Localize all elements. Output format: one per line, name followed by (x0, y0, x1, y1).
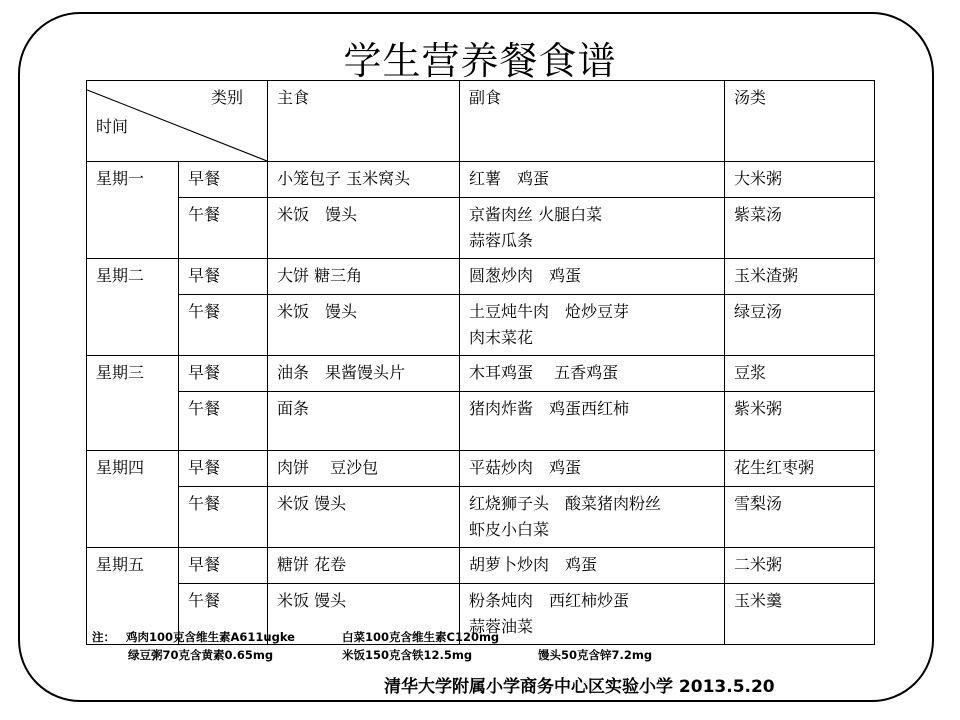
soup-header: 汤类 (725, 81, 875, 162)
menu-row (87, 392, 875, 451)
staple-cell: 米饭 馒头 (268, 295, 460, 356)
note-mungbean: 绿豆粥70克含黄素0.65mg (128, 648, 274, 662)
side-dish-line: 肉末菜花 (469, 328, 534, 347)
side-cell (460, 487, 725, 548)
soup-cell: 大米粥 (725, 162, 875, 198)
staple-cell: 油条 果酱馒头片 (268, 356, 460, 392)
staple-header: 主食 (268, 81, 460, 162)
side-dish-line: 土豆炖牛肉 炝炒豆芽 (469, 302, 630, 321)
day-cell: 星期一 (87, 162, 179, 259)
side-dish-line: 红薯 鸡蛋 (469, 169, 550, 188)
side-cell (460, 392, 725, 451)
soup-cell: 豆浆 (725, 356, 875, 392)
side-dish-line: 圆葱炒肉 鸡蛋 (469, 266, 582, 285)
side-dish-line: 平菇炒肉 鸡蛋 (469, 458, 582, 477)
meal-cell: 午餐 (179, 487, 268, 548)
menu-row (87, 548, 875, 584)
time-label: 时间 (96, 117, 129, 136)
staple-cell: 糖饼 花卷 (268, 548, 460, 584)
menu-table (86, 80, 875, 645)
meal-cell: 早餐 (179, 548, 268, 584)
day-cell: 星期三 (87, 356, 179, 451)
soup-cell: 紫菜汤 (725, 198, 875, 259)
staple-cell: 面条 (268, 392, 460, 451)
note-mantou: 馒头50克含锌7.2mg (538, 648, 653, 662)
side-cell (460, 162, 725, 198)
side-header: 副食 (460, 81, 725, 162)
meal-cell: 早餐 (179, 259, 268, 295)
side-dish-line: 蒜蓉油菜 (469, 617, 534, 636)
menu-row (87, 259, 875, 295)
side-cell (460, 584, 725, 645)
side-cell (460, 451, 725, 487)
menu-row (87, 451, 875, 487)
side-dish-line: 红烧狮子头 酸菜猪肉粉丝 (469, 494, 662, 513)
meal-cell: 午餐 (179, 392, 268, 451)
meal-cell: 午餐 (179, 584, 268, 645)
notes-label: 注： (92, 630, 115, 644)
staple-cell: 米饭 馒头 (268, 198, 460, 259)
side-dish-line: 猪肉炸酱 鸡蛋西红柿 (469, 399, 630, 418)
menu-row (87, 162, 875, 198)
header-row (87, 81, 875, 162)
menu-row (87, 356, 875, 392)
page-title: 学生营养餐食谱 (343, 39, 617, 83)
meal-cell: 早餐 (179, 451, 268, 487)
soup-cell: 玉米渣粥 (725, 259, 875, 295)
side-dish-line: 虾皮小白菜 (469, 520, 550, 539)
day-cell: 星期四 (87, 451, 179, 548)
note-cabbage: 白菜100克含维生素C120mg (342, 630, 500, 644)
side-cell (460, 198, 725, 259)
note-rice: 米饭150克含铁12.5mg (342, 648, 473, 662)
day-cell: 星期二 (87, 259, 179, 356)
staple-cell: 肉饼 豆沙包 (268, 451, 460, 487)
side-cell (460, 356, 725, 392)
soup-cell: 玉米羹 (725, 584, 875, 645)
side-cell (460, 548, 725, 584)
staple-cell: 米饭 馒头 (268, 487, 460, 548)
soup-cell: 二米粥 (725, 548, 875, 584)
side-dish-line: 京酱肉丝 火腿白菜 (469, 205, 603, 224)
staple-cell: 米饭 馒头 (268, 584, 460, 645)
side-dish-line: 木耳鸡蛋 五香鸡蛋 (469, 363, 619, 382)
meal-cell: 午餐 (179, 198, 268, 259)
side-cell (460, 295, 725, 356)
soup-cell: 紫米粥 (725, 392, 875, 451)
soup-cell: 雪梨汤 (725, 487, 875, 548)
menu-row (87, 295, 875, 356)
note-chicken: 鸡肉100克含维生素A611ugke (126, 630, 295, 644)
day-cell: 星期五 (87, 548, 179, 645)
side-dish-line: 粉条炖肉 西红柿炒蛋 (469, 591, 630, 610)
soup-cell: 花生红枣粥 (725, 451, 875, 487)
side-cell (460, 259, 725, 295)
side-dish-line: 蒜蓉瓜条 (469, 231, 534, 250)
meal-cell: 早餐 (179, 356, 268, 392)
menu-row (87, 487, 875, 548)
staple-cell: 小笼包子 玉米窝头 (268, 162, 460, 198)
menu-row (87, 198, 875, 259)
soup-cell: 绿豆汤 (725, 295, 875, 356)
staple-cell: 大饼 糖三角 (268, 259, 460, 295)
diagonal-header-cell (87, 81, 268, 162)
meal-cell: 午餐 (179, 295, 268, 356)
category-label: 类别 (210, 88, 243, 107)
meal-cell: 早餐 (179, 162, 268, 198)
side-dish-line: 胡萝卜炒肉 鸡蛋 (469, 555, 598, 574)
school-footer: 清华大学附属小学商务中心区实验小学 2013.5.20 (384, 677, 775, 697)
